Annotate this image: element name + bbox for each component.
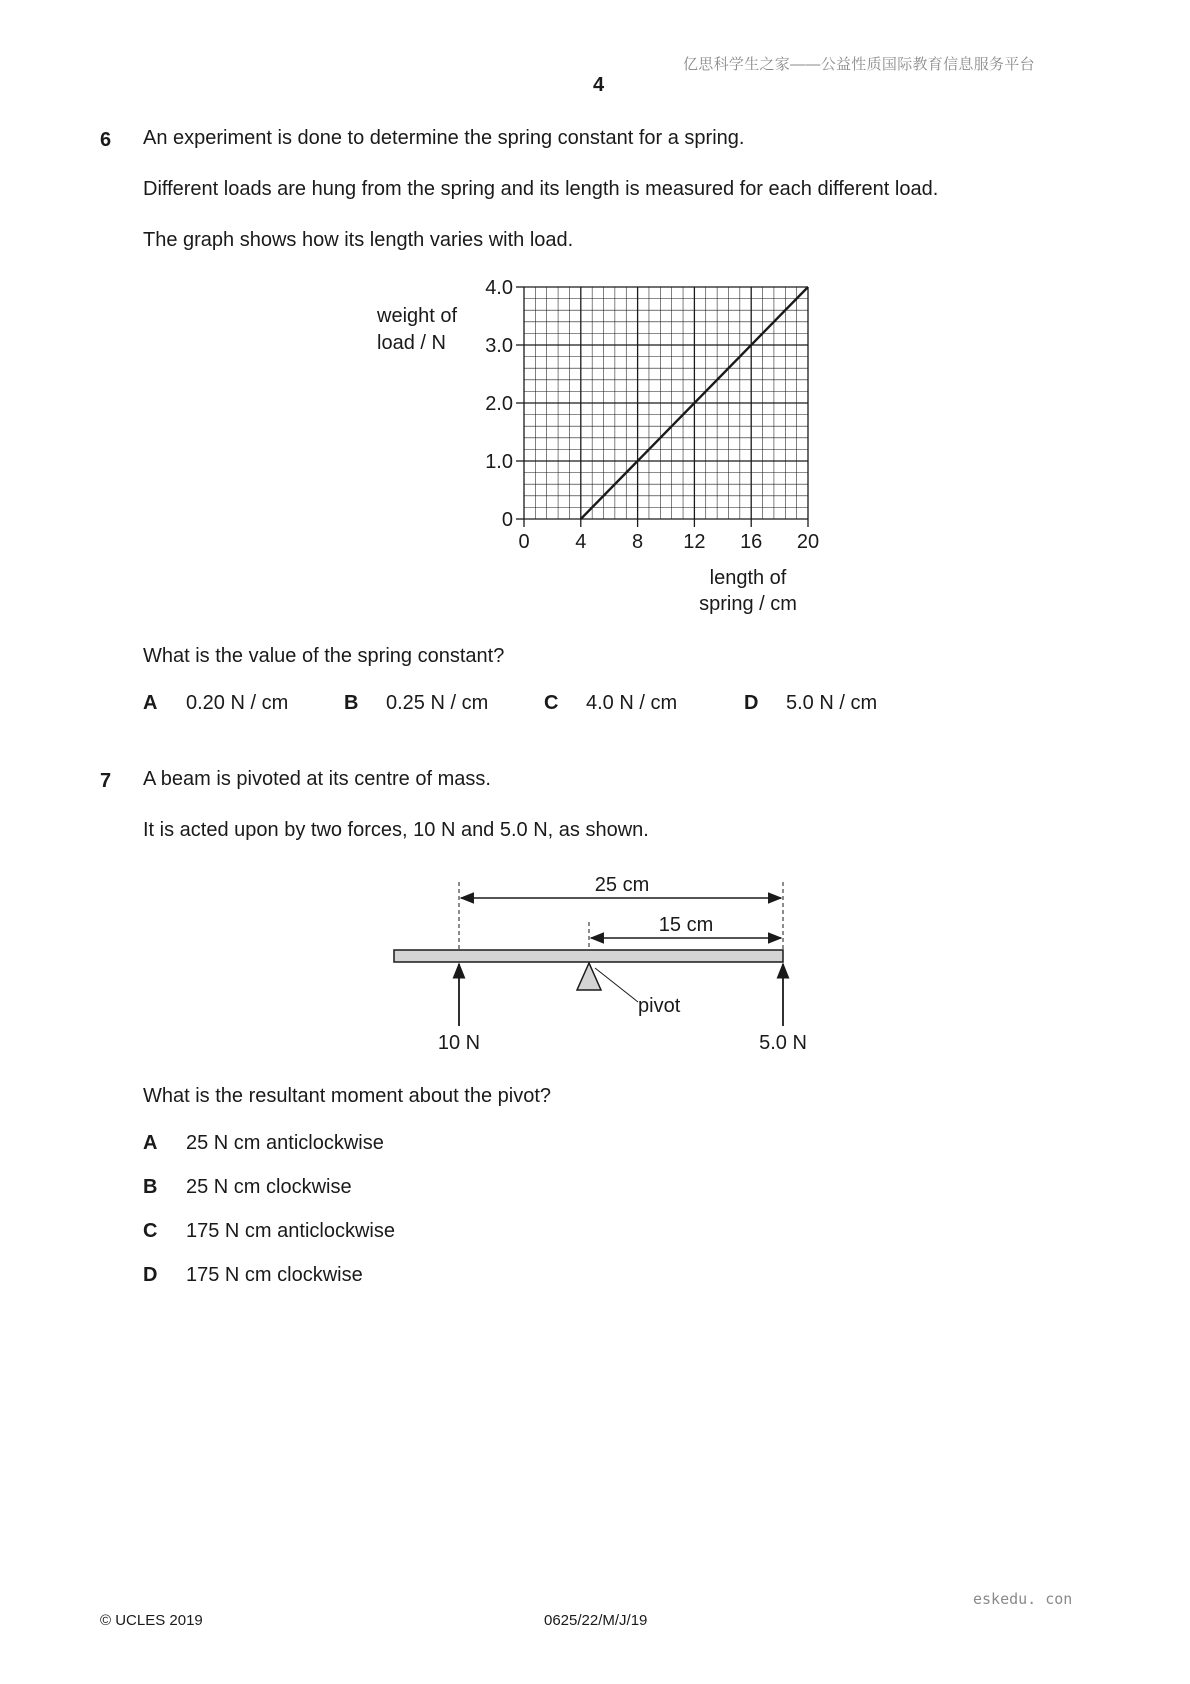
x-axis-label-line2: spring / cm: [699, 593, 797, 615]
force-label-right: 5.0 N: [759, 1032, 807, 1054]
pivot-leader-line: [595, 968, 638, 1002]
dimension-label-15cm: 15 cm: [658, 914, 714, 936]
x-tick-label: 20: [796, 531, 820, 553]
beam: [394, 950, 783, 962]
q7-number: 7: [100, 770, 112, 792]
q7-question: What is the resultant moment about the pivot?: [143, 1085, 551, 1107]
force-label-left: 10 N: [437, 1032, 481, 1054]
q6-line3: The graph shows how its length varies with load.: [143, 229, 574, 251]
q6-option-b-letter[interactable]: B: [344, 692, 359, 714]
pivot-label: pivot: [638, 995, 681, 1017]
q6-option-c-letter[interactable]: C: [544, 692, 559, 714]
beam-diagram: [380, 860, 840, 1060]
y-tick-label: 0: [501, 509, 513, 531]
x-tick-label: 16: [740, 531, 763, 553]
q7-line1: A beam is pivoted at its centre of mass.: [143, 768, 491, 790]
y-tick-label: 1.0: [485, 451, 513, 473]
q7-line2: It is acted upon by two forces, 10 N and 5.0 N, as shown.: [143, 819, 649, 841]
y-tick-label: 2.0: [485, 393, 513, 415]
y-axis-label-line2: load / N: [377, 332, 446, 354]
pivot-triangle: [577, 963, 601, 990]
watermark: eskedu. con: [973, 1590, 1073, 1608]
q7-option-c-letter[interactable]: C: [143, 1220, 158, 1242]
page-number: 4: [593, 74, 605, 96]
q6-option-a-letter[interactable]: A: [143, 692, 158, 714]
q7-option-b-letter[interactable]: B: [143, 1176, 158, 1198]
q6-option-c-text[interactable]: 4.0 N / cm: [586, 692, 678, 714]
q7-option-a-text[interactable]: 25 N cm anticlockwise: [186, 1132, 384, 1154]
y-tick-label: 4.0: [485, 277, 513, 299]
q6-line1: An experiment is done to determine the spring constant for a spring.: [143, 127, 745, 149]
q6-option-d-text[interactable]: 5.0 N / cm: [786, 692, 878, 714]
y-tick-label: 3.0: [485, 335, 513, 357]
q6-option-a-text[interactable]: 0.20 N / cm: [186, 692, 289, 714]
x-tick-label: 4: [575, 531, 587, 553]
x-tick-label: 0: [518, 531, 530, 553]
x-tick-label: 12: [683, 531, 706, 553]
q6-option-d-letter[interactable]: D: [744, 692, 759, 714]
q7-option-c-text[interactable]: 175 N cm anticlockwise: [186, 1220, 395, 1242]
site-header: 亿思科学生之家——公益性质国际教育信息服务平台: [683, 56, 1035, 73]
q6-line2: Different loads are hung from the spring and its length is measured for each different load.: [143, 178, 939, 200]
footer-code: 0625/22/M/J/19: [544, 1612, 648, 1629]
footer-copyright: © UCLES 2019: [100, 1612, 203, 1629]
y-axis-label-line1: weight of: [377, 305, 458, 327]
x-tick-label: 8: [632, 531, 644, 553]
axis-ticks: [516, 287, 808, 527]
spring-graph: [360, 270, 840, 620]
dimension-label-25cm: 25 cm: [594, 874, 650, 896]
q6-number: 6: [100, 129, 112, 151]
x-axis-label-line1: length of: [709, 567, 787, 589]
q7-option-d-letter[interactable]: D: [143, 1264, 158, 1286]
q7-option-a-letter[interactable]: A: [143, 1132, 158, 1154]
q7-option-b-text[interactable]: 25 N cm clockwise: [186, 1176, 352, 1198]
q6-question: What is the value of the spring constant?: [143, 645, 505, 667]
q7-option-d-text[interactable]: 175 N cm clockwise: [186, 1264, 363, 1286]
q6-option-b-text[interactable]: 0.25 N / cm: [386, 692, 489, 714]
